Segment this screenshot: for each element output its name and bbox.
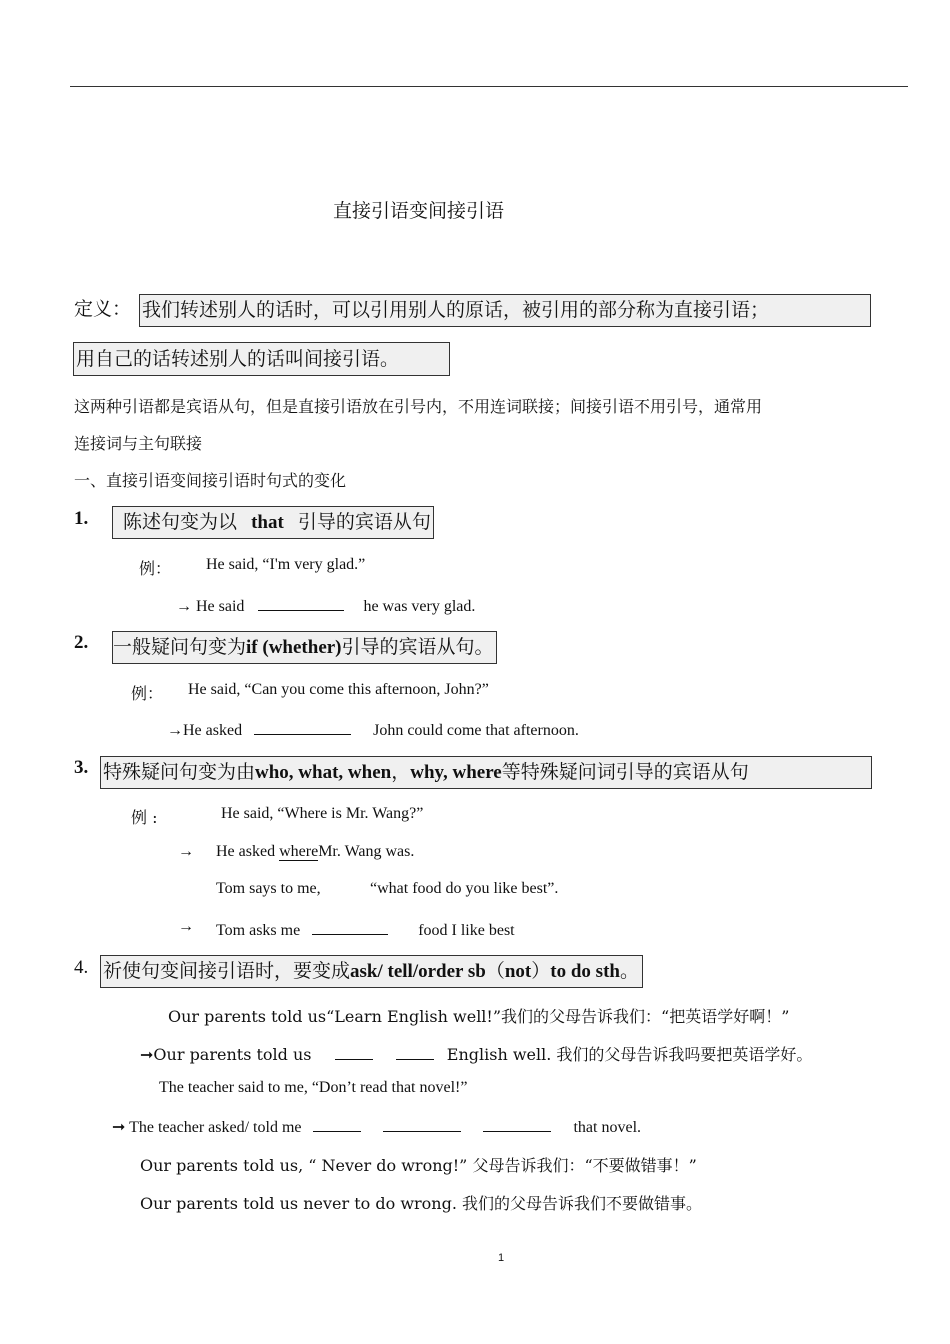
item-1-heading-pre: 陈述句变为以 xyxy=(123,511,238,533)
item-1-heading-bold: that xyxy=(251,512,284,533)
intro-line-2: 连接词与主句联接 xyxy=(74,434,203,453)
item-1-blank xyxy=(258,594,344,611)
section-heading: 一、直接引语变间接引语时句式的变化 xyxy=(74,471,347,490)
item-3-line-4-post: food I like best xyxy=(418,922,515,939)
item-3-arrow-1: → xyxy=(178,843,194,860)
definition-label: 定义： xyxy=(74,298,132,320)
item-4-example-4 xyxy=(112,1115,641,1137)
item-1-heading xyxy=(112,506,434,539)
item-4-example-4-post: that novel. xyxy=(573,1119,642,1136)
page-number: 1 xyxy=(498,1252,505,1264)
item-3-line-4-pre: Tom asks me xyxy=(216,922,301,939)
item-4-heading-end: 。 xyxy=(619,960,639,982)
item-3-blank xyxy=(312,918,388,935)
item-4-heading-bold-1: ask/ tell/order sb xyxy=(350,961,486,982)
item-2-heading-post: 引导的宾语从句。 xyxy=(341,636,494,658)
definition-line-2: 用自己的话转述别人的话叫间接引语。 xyxy=(73,342,450,376)
item-3-heading-pre: 特殊疑问句变为由 xyxy=(103,761,256,783)
item-3-example-label: 例 : xyxy=(131,808,158,827)
item-3-line-2 xyxy=(216,843,414,861)
item-3-line-2-post: Mr. Wang was. xyxy=(318,843,415,860)
item-2-arrow-pre: →He asked xyxy=(167,722,243,739)
item-1-example-text: He said, “I'm very glad.” xyxy=(206,556,366,573)
item-1-arrow-line xyxy=(176,594,475,616)
item-1-heading-post: 引导的宾语从句 xyxy=(297,511,431,533)
page-title: 直接引语变间接引语 xyxy=(333,200,505,222)
item-1-number: 1. xyxy=(74,508,89,529)
item-2-heading-pre: 一般疑问句变为 xyxy=(113,636,247,658)
item-4-example-3: The teacher said to me, “Don’t read that novel!” xyxy=(159,1079,468,1096)
item-4-example-4-pre: ➞ The teacher asked/ told me xyxy=(112,1119,302,1136)
item-3-example-text: He said, “Where is Mr. Wang?” xyxy=(221,805,424,822)
item-3-number: 3. xyxy=(74,757,89,778)
item-2-arrow-line xyxy=(167,718,579,740)
item-3-line-2-pre: He asked xyxy=(216,843,276,860)
item-3-heading-post: 等特殊疑问词引导的宾语从句 xyxy=(501,761,749,783)
item-1-example-label: 例： xyxy=(139,559,172,578)
item-3-heading-bold-1: who, what, when xyxy=(255,762,392,783)
item-1-arrow-post: he was very glad. xyxy=(363,598,476,615)
item-2-heading xyxy=(112,631,497,664)
item-1-arrow-pre: → He said xyxy=(176,598,245,615)
item-3-heading-bold-2: why, where xyxy=(410,762,502,783)
item-4-example-5: Our parents told us, “ Never do wrong!” 父母告诉我们：“不要做错事！” xyxy=(140,1156,697,1175)
item-2-blank xyxy=(254,718,351,735)
item-2-example-label: 例： xyxy=(131,684,164,703)
item-4-example-2-pre: ➞Our parents told us xyxy=(140,1045,312,1064)
item-4-number: 4. xyxy=(74,957,89,978)
item-2-number: 2. xyxy=(74,632,89,653)
item-2-example-text: He said, “Can you come this afternoon, John?” xyxy=(188,681,489,698)
item-4-blank-4 xyxy=(383,1115,461,1132)
item-4-blank-2 xyxy=(396,1043,434,1060)
item-3-line-3-b: “what food do you like best”. xyxy=(370,880,559,897)
item-4-blank-3 xyxy=(313,1115,361,1132)
item-4-blank-1 xyxy=(335,1043,373,1060)
item-2-heading-bold: if (whether) xyxy=(246,637,342,658)
item-3-heading-mid: ， xyxy=(391,761,411,783)
item-3-heading xyxy=(100,756,872,789)
intro-line-1: 这两种引语都是宾语从句，但是直接引语放在引号内，不用连词联接；间接引语不用引号，通常用 xyxy=(74,397,763,416)
item-4-example-6: Our parents told us never to do wrong. 我们的父母告诉我们不要做错事。 xyxy=(140,1194,703,1213)
item-4-example-2-post: English well. 我们的父母告诉我吗要把英语学好。 xyxy=(446,1045,813,1064)
item-4-heading-bold-2: not xyxy=(504,961,532,982)
item-3-line-4 xyxy=(216,918,515,940)
header-rule xyxy=(70,86,908,87)
item-3-arrow-2: → xyxy=(178,918,194,935)
item-4-example-2 xyxy=(140,1042,812,1065)
item-4-example-1: Our parents told us“Learn English well!”我们的父母告诉我们：“把英语学好啊！” xyxy=(168,1007,790,1026)
item-2-arrow-post: John could come that afternoon. xyxy=(373,722,579,739)
item-4-heading-pre: 祈使句变间接引语时，要变成 xyxy=(103,960,351,982)
definition-line-1: 我们转述别人的话时，可以引用别人的原话，被引用的部分称为直接引语； xyxy=(139,294,871,327)
item-4-heading-bold-3: to do sth xyxy=(550,961,620,982)
item-3-line-2-underlined: where xyxy=(279,843,319,860)
item-4-heading-paren-2: ） xyxy=(531,960,551,982)
item-3-line-3-a: Tom says to me, xyxy=(216,880,321,897)
item-4-heading xyxy=(100,955,643,988)
item-4-heading-paren: （ xyxy=(485,960,505,982)
item-4-blank-5 xyxy=(483,1115,551,1132)
